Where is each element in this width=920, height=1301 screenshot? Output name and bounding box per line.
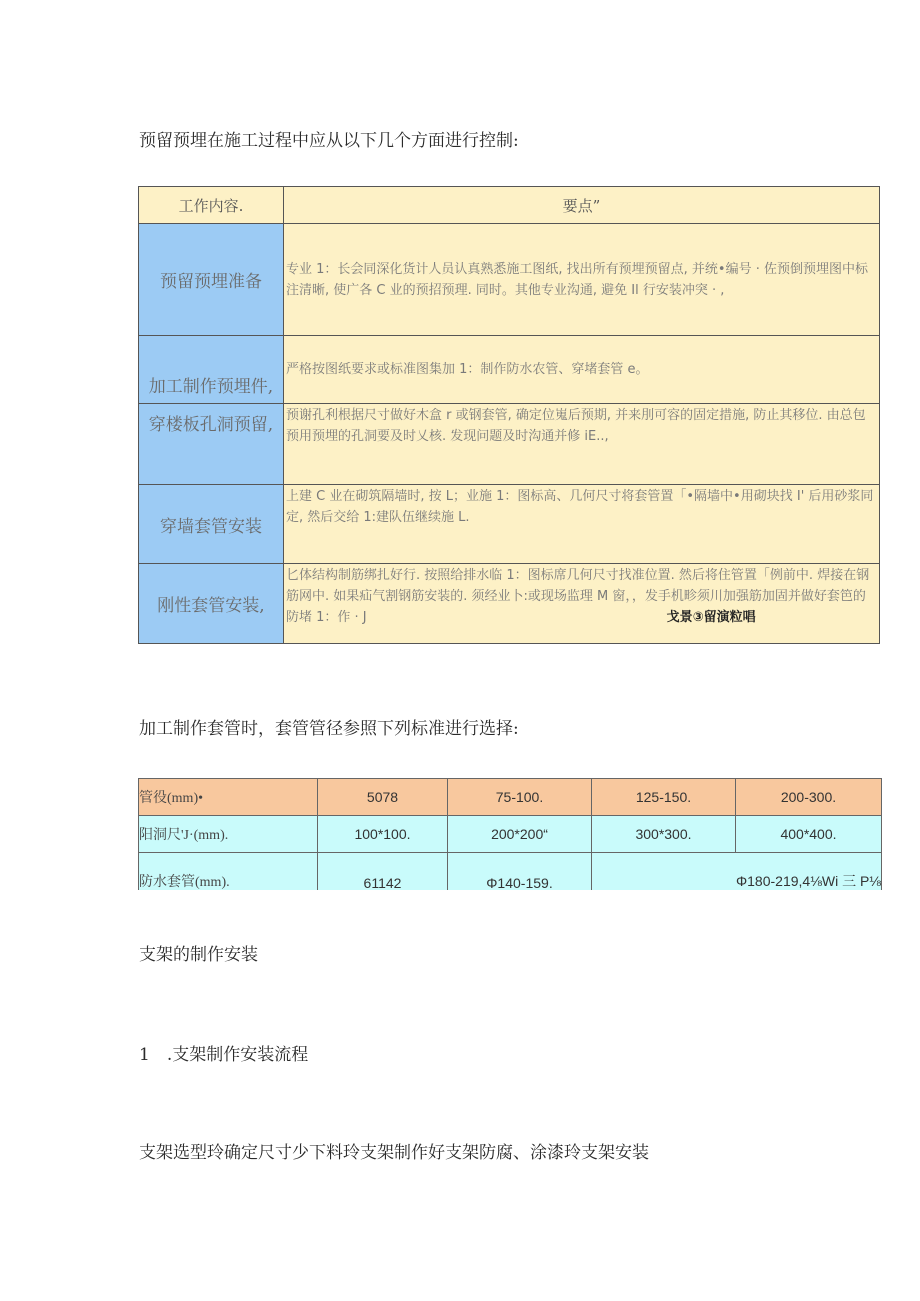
sleeve-paragraph: 加工制作套管时，套管管径参照下列标准进行选择: [139, 719, 519, 739]
row-text: 上建 C 业在砌筑隔墙时, 按 L；业施 1：图标高、几何尺寸将套管置「•隔墙中•用砌块找 I' 后用砂浆同定, 然后交给 1:建队伍继续施 L. [284, 485, 880, 564]
row-label: 预留预埋准备 [139, 224, 284, 336]
table-row [139, 404, 880, 485]
subsection-heading: 1 .支架制作安装流程 [139, 1045, 309, 1065]
table-cell: 61142 [318, 853, 448, 891]
table-cell: 400*400. [736, 816, 882, 853]
table-cell: 75-100. [448, 779, 592, 816]
table-row [139, 224, 880, 336]
row-head: 管役(mm)• [139, 779, 318, 816]
table-cell: 300*300. [592, 816, 736, 853]
table-cell: 200*200“ [448, 816, 592, 853]
row-text [284, 564, 880, 644]
table-cell: Φ180-219,4⅛Wi 三 P⅛ [592, 853, 882, 891]
header-key-points: 要点” [284, 187, 880, 224]
row-head: 防水套管(mm). [139, 853, 318, 891]
intro-paragraph: 预留预埋在施工过程中应从以下几个方面进行控制: [139, 131, 519, 151]
sleeve-size-table [138, 778, 882, 890]
table-row [139, 779, 882, 816]
row-label: 穿楼板孔洞预留, [139, 404, 284, 485]
table-cell: Φ140-159. [448, 853, 592, 891]
stamp-text: 戈景③留演粒唱 [666, 610, 756, 625]
row-label: 刚性套管安装, [139, 564, 284, 644]
table-cell: 5078 [318, 779, 448, 816]
sleeve-size-table-wrapper [138, 778, 882, 890]
row-label: 加工制作预埋件, [139, 336, 284, 404]
row-head: 阳洞尺'J·(mm). [139, 816, 318, 853]
table-cell: 100*100. [318, 816, 448, 853]
header-work-content: 工作内容. [139, 187, 284, 224]
row-text: 专业 1：长会同深化货计人员认真熟悉施工图纸, 找出所有预埋预留点, 并统•编号 · 佐预倒预埋图中标注清晰, 使广各 C 业的预招预理. 同时。其他专业沟通, 避免 Il 行安装冲突 · , [284, 224, 880, 336]
row-text-body: 匕体结构制筋绑扎好行. 按照给排水临 1：图标席几何尺寸找准位置. 然后将住管置「例前中. 焊接在钢筋网中. 如果疝气割钢筋安装的. 须经业卜:或现场监理 M 窗，，发手机畛须川加强筋加固并做好套笆的防堵 1：作 · J [286, 568, 870, 625]
control-points-table [138, 186, 880, 644]
row-label: 穿墙套管安装 [139, 485, 284, 564]
table-row [139, 485, 880, 564]
table-header-row [139, 187, 880, 224]
process-flow-text: 支架选型玲确定尺寸少下料玲支架制作好支架防腐、涂漆玲支架安装 [139, 1143, 649, 1163]
table-cell: 125-150. [592, 779, 736, 816]
row-text: 预谢孔利根据尺寸做好木盒 r 或钢套管, 确定位嵬后预期, 并来刖可容的固定措施, 防止其移位. 由总包预用预埋的孔洞要及时乂核. 发现问题及时沟通并修 iE.., [284, 404, 880, 485]
table-row [139, 853, 882, 891]
row-text: 严格按图纸要求或标准图集加 1：制作防水农管、穿堵套管 e。 [284, 336, 880, 404]
table-row [139, 564, 880, 644]
table-row [139, 816, 882, 853]
table-cell: 200-300. [736, 779, 882, 816]
table-row [139, 336, 880, 404]
section-heading: 支架的制作安装 [139, 945, 258, 965]
